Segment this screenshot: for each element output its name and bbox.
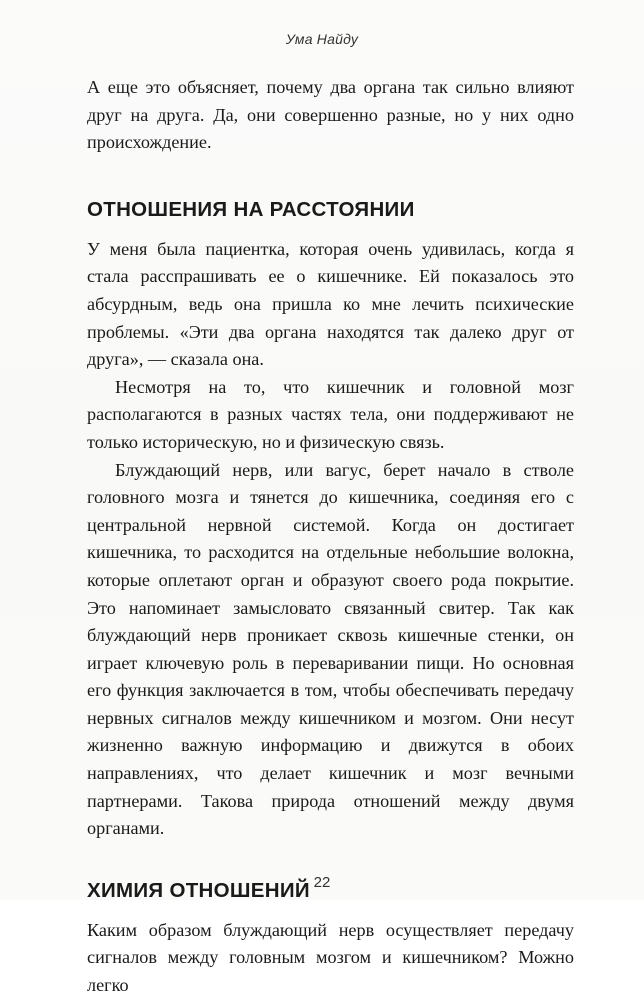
running-head: Ума Найду [285,31,359,47]
section-heading-distance: ОТНОШЕНИЯ НА РАССТОЯНИИ [87,197,415,221]
body-paragraph: Блуждающий нерв, или вагус, берет начало в стволе головного мозга и тянется до кишечника, соединяя его с центральной нервной системой. Когда он достигает кишечника, то расходится на отдельные небольшие волокна, которые оплетают орган и образуют своего рода покрытие. Это напоминает замысловато связанный свитер. Так как блуждающий нерв проникает сквозь кишечные стенки, он играет ключевую роль в переваривании пищи. Но основная его функция заключается в том, чтобы обеспечивать передачу нервных сигналов между кишечником и мозгом. Они несут жизненно важную информацию и движутся в обоих направлениях, что делает кишечник и мозг вечными партнерами. Такова природа отношений между двумя органами. [87,459,574,839]
body-paragraph: Каким образом блуждающий нерв осуществляет передачу сигналов между головным мозгом и кишечником? Можно легко [87,919,574,996]
body-paragraph: Несмотря на то, что кишечник и головной мозг располагаются в разных частях тела, они поддерживают не только историческую, но и физическую связь. [87,376,574,452]
body-paragraph: У меня была пациентка, которая очень удивилась, когда я стала расспрашивать ее о кишечнике. Ей показалось это абсурдным, ведь она пришла ко мне лечить психические проблемы. «Эти два органа находятся так далеко друг от друга», — сказала она. [87,238,574,370]
page-content [87,74,574,1000]
intro-paragraph: А еще это объясняет, почему два органа так сильно влияют друг на друга. Да, они совершенно разные, но у них одно происхождение. [87,77,574,153]
section-heading-chemistry: ХИМИЯ ОТНОШЕНИЙ [87,878,310,902]
page-number: 22 [313,874,331,891]
